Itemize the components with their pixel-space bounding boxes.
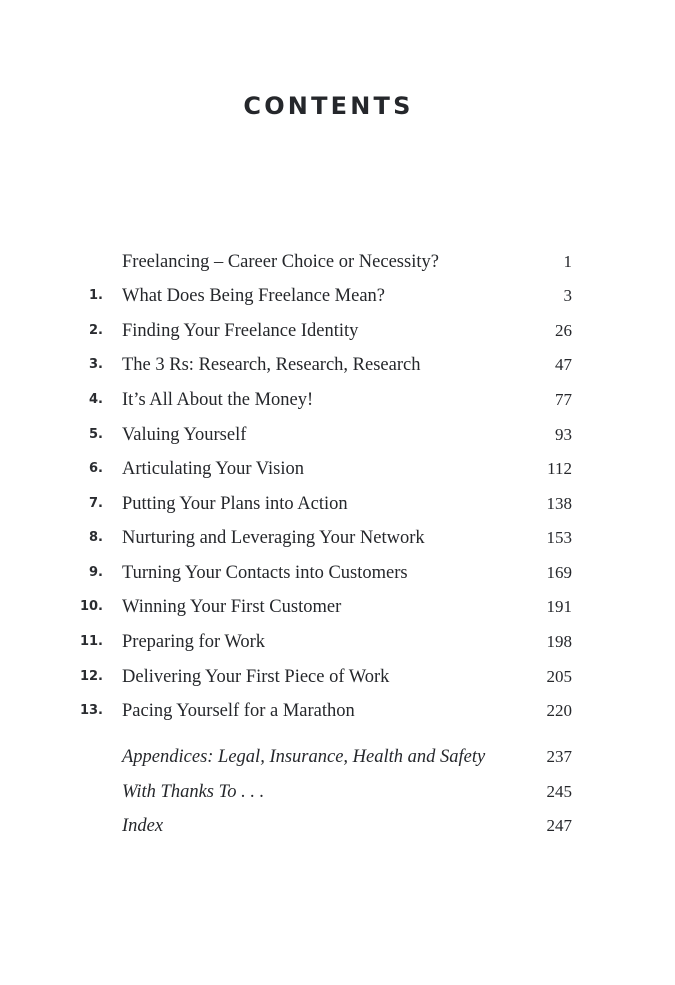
toc-entry-chapter-8[interactable]	[0, 524, 675, 552]
chapter-title: Putting Your Plans into Action	[122, 494, 348, 514]
page-number: 245	[546, 782, 572, 801]
chapter-title: Pacing Yourself for a Marathon	[122, 701, 355, 721]
chapter-title: Preparing for Work	[122, 632, 266, 652]
toc-entry-chapter-7[interactable]	[0, 490, 675, 518]
chapter-number: 5.	[89, 427, 103, 442]
chapter-number: 13.	[79, 703, 103, 718]
chapter-number: 2.	[89, 323, 103, 338]
page-number: 47	[555, 355, 572, 374]
chapter-number: 3.	[89, 357, 103, 372]
page-number: 237	[546, 747, 572, 766]
chapter-title: Finding Your Freelance Identity	[122, 321, 359, 341]
chapter-number: 9.	[89, 565, 103, 580]
page-number: 1	[563, 252, 572, 271]
toc-entry-chapter-12[interactable]	[0, 663, 675, 691]
chapter-title: Freelancing – Career Choice or Necessity?	[122, 252, 439, 272]
page-number: 247	[546, 816, 572, 835]
chapter-title: The 3 Rs: Research, Research, Research	[122, 355, 421, 375]
page-number: 26	[555, 321, 572, 340]
toc-entry-chapter-10[interactable]	[0, 593, 675, 621]
chapter-number: 6.	[89, 461, 103, 476]
page-number: 198	[546, 632, 572, 651]
toc-entry-chapter-4[interactable]	[0, 386, 675, 414]
chapter-title: Delivering Your First Piece of Work	[122, 667, 390, 687]
page-number: 3	[563, 286, 572, 305]
chapter-title: Winning Your First Customer	[122, 597, 342, 617]
back-matter-title: With Thanks To . . .	[122, 782, 265, 802]
chapter-number: 7.	[89, 496, 103, 511]
chapter-title: Valuing Yourself	[122, 425, 247, 445]
page-number: 191	[546, 597, 572, 616]
toc-entry-chapter-5[interactable]	[0, 421, 675, 449]
page-number: 153	[546, 528, 572, 547]
chapter-number: 12.	[79, 669, 103, 684]
toc-entry-chapter-11[interactable]	[0, 628, 675, 656]
chapter-number: 1.	[89, 288, 103, 303]
chapter-number: 4.	[89, 392, 103, 407]
toc-entry-chapter-1[interactable]	[0, 282, 675, 310]
toc-entry-chapter-9[interactable]	[0, 559, 675, 587]
back-matter-title: Index	[122, 816, 164, 836]
page-number: 169	[546, 563, 572, 582]
page-number: 205	[546, 667, 572, 686]
chapter-title: Articulating Your Vision	[122, 459, 305, 479]
chapter-number: 8.	[89, 530, 103, 545]
toc-entry-thanks[interactable]	[0, 778, 675, 806]
page-title: CONTENTS	[243, 92, 414, 120]
page-number: 77	[555, 390, 572, 409]
chapter-number: 11.	[79, 634, 103, 649]
chapter-title: Nurturing and Leveraging Your Network	[122, 528, 425, 548]
page-number: 220	[546, 701, 572, 720]
chapter-title: What Does Being Freelance Mean?	[122, 286, 386, 306]
chapter-title: Turning Your Contacts into Customers	[122, 563, 408, 583]
toc-entry-appendices[interactable]	[0, 743, 675, 771]
back-matter-title: Appendices: Legal, Insurance, Health and Safety	[122, 747, 486, 767]
chapter-title: It’s All About the Money!	[122, 390, 314, 410]
toc-entry-index[interactable]	[0, 812, 675, 840]
toc-entry-chapter-6[interactable]	[0, 455, 675, 483]
toc-entry-chapter-3[interactable]	[0, 351, 675, 379]
toc-entry-introduction[interactable]	[0, 248, 675, 276]
page-number: 138	[546, 494, 572, 513]
page-number: 93	[555, 425, 572, 444]
toc-entry-chapter-13[interactable]	[0, 697, 675, 725]
toc-entry-chapter-2[interactable]	[0, 317, 675, 345]
chapter-number: 10.	[79, 599, 103, 614]
page-number: 112	[547, 459, 572, 478]
